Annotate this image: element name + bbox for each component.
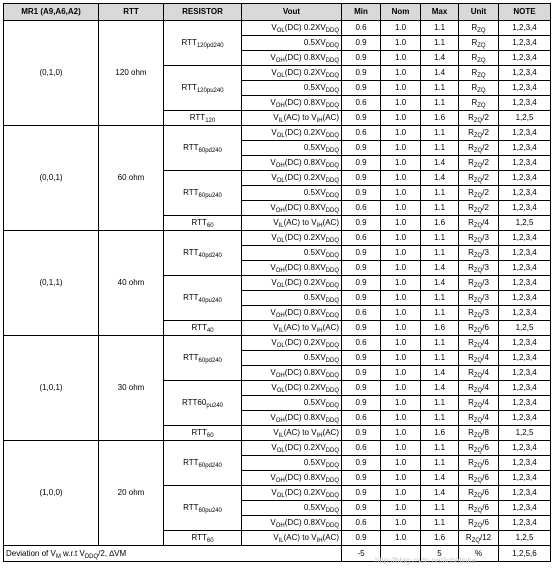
vout-cell: $0.5XV_{DDQ}$	[242, 456, 342, 471]
max-cell: 1.1	[421, 231, 459, 246]
nom-cell: 1.0	[381, 171, 421, 186]
max-cell: 1.1	[421, 516, 459, 531]
max-cell: 1.1	[421, 201, 459, 216]
vout-cell: $V_{IL}(AC)$ to $V_{IH}(AC)$	[242, 111, 342, 126]
min-cell: 0.9	[342, 171, 381, 186]
min-cell: 0.6	[342, 516, 381, 531]
unit-cell: $R_{ZQ}/4$	[459, 216, 499, 231]
max-cell: 1.4	[421, 381, 459, 396]
max-cell: 1.1	[421, 291, 459, 306]
min-cell: 0.9	[342, 456, 381, 471]
nom-cell: 1.0	[381, 381, 421, 396]
header-note: NOTE	[499, 4, 551, 21]
table-row	[4, 231, 551, 246]
nom-cell: 1.0	[381, 276, 421, 291]
min-cell: 0.9	[342, 486, 381, 501]
vout-cell: $0.5XV_{DDQ}$	[242, 291, 342, 306]
max-cell: 1.6	[421, 111, 459, 126]
max-cell: 1.1	[421, 21, 459, 36]
unit-cell: $R_{ZQ}/6$	[459, 321, 499, 336]
resistor-cell: $RTT_{60pd240}$	[164, 336, 242, 381]
watermark: http://blog.csdn.net/ichelinka	[375, 556, 476, 565]
note-cell: 1,2,3,4	[499, 411, 551, 426]
note-cell: 1,2,3,4	[499, 156, 551, 171]
mr1-cell: (0,1,0)	[4, 21, 99, 126]
resistor-cell: $RTT_{40}$	[164, 321, 242, 336]
note-cell: 1,2,3,4	[499, 81, 551, 96]
max-cell: 1.4	[421, 471, 459, 486]
unit-cell: $R_{ZQ}$	[459, 81, 499, 96]
note-cell: 1,2,3,4	[499, 96, 551, 111]
max-cell: 1.1	[421, 396, 459, 411]
unit-cell: $R_{ZQ}/4$	[459, 336, 499, 351]
note-cell: 1,2,3,4	[499, 456, 551, 471]
max-cell: 1.4	[421, 486, 459, 501]
vout-cell: $V_{OL}(DC)$ $0.2XV_{DDQ}$	[242, 441, 342, 456]
vout-cell: $V_{IL}(AC)$ to $V_{IH}(AC)$	[242, 216, 342, 231]
nom-cell: 1.0	[381, 411, 421, 426]
min-cell: 0.9	[342, 276, 381, 291]
max-cell: 1.1	[421, 306, 459, 321]
unit-cell: $R_{ZQ}/2$	[459, 186, 499, 201]
unit-cell: $R_{ZQ}/12$	[459, 531, 499, 546]
resistor-cell: $RTT_{60pd240}$	[164, 126, 242, 171]
unit-cell: $R_{ZQ}/3$	[459, 291, 499, 306]
vout-cell: $0.5XV_{DDQ}$	[242, 36, 342, 51]
rtt-cell: 20 ohm	[99, 441, 164, 546]
table-row	[4, 441, 551, 456]
note-cell: 1,2,3,4	[499, 396, 551, 411]
unit-cell: $R_{ZQ}/6$	[459, 501, 499, 516]
note-cell: 1,2,3,4	[499, 126, 551, 141]
unit-cell: $R_{ZQ}/6$	[459, 441, 499, 456]
nom-cell: 1.0	[381, 96, 421, 111]
mr1-cell: (1,0,0)	[4, 441, 99, 546]
note-cell: 1,2,3,4	[499, 261, 551, 276]
note-cell: 1,2,3,4	[499, 336, 551, 351]
header-nom: Nom	[381, 4, 421, 21]
min-cell: 0.9	[342, 471, 381, 486]
nom-cell: 1.0	[381, 486, 421, 501]
nom-cell: 1.0	[381, 231, 421, 246]
min-cell: 0.9	[342, 81, 381, 96]
unit-cell: $R_{ZQ}/4$	[459, 411, 499, 426]
vout-cell: $V_{OH}(DC)$ $0.8XV_{DDQ}$	[242, 411, 342, 426]
min-cell: 0.9	[342, 531, 381, 546]
nom-cell: 1.0	[381, 261, 421, 276]
nom-cell: 1.0	[381, 36, 421, 51]
vout-cell: $V_{OH}(DC)$ $0.8XV_{DDQ}$	[242, 201, 342, 216]
resistor-cell: $RTT_{60pd240}$	[164, 441, 242, 486]
nom-cell: 1.0	[381, 306, 421, 321]
unit-cell: $R_{ZQ}/3$	[459, 276, 499, 291]
table-row	[4, 126, 551, 141]
max-cell: 1.6	[421, 321, 459, 336]
note-cell: 1,2,3,4	[499, 231, 551, 246]
vout-cell: $V_{OH}(DC)$ $0.8XV_{DDQ}$	[242, 261, 342, 276]
vout-cell: $V_{OH}(DC)$ $0.8XV_{DDQ}$	[242, 471, 342, 486]
vout-cell: $V_{OL}(DC)$ $0.2XV_{DDQ}$	[242, 66, 342, 81]
note-cell: 1,2,5	[499, 426, 551, 441]
min-cell: 0.6	[342, 411, 381, 426]
min-cell: 0.9	[342, 501, 381, 516]
min-cell: 0.6	[342, 306, 381, 321]
mr1-cell: (0,1,1)	[4, 231, 99, 336]
resistor-cell: $RTT_{60}$	[164, 426, 242, 441]
rtt-spec-table	[3, 3, 551, 562]
note-cell: 1,2,3,4	[499, 141, 551, 156]
resistor-cell: $RTT_{120}$	[164, 111, 242, 126]
max-cell: 1.4	[421, 276, 459, 291]
min-cell: 0.9	[342, 396, 381, 411]
vout-cell: $0.5XV_{DDQ}$	[242, 141, 342, 156]
vout-cell: $V_{OH}(DC)$ $0.8XV_{DDQ}$	[242, 51, 342, 66]
max-cell: 1.4	[421, 171, 459, 186]
unit-cell: $R_{ZQ}$	[459, 66, 499, 81]
rtt-cell: 40 ohm	[99, 231, 164, 336]
resistor-cell: $RTT_{60}$	[164, 531, 242, 546]
vout-cell: $V_{OL}(DC)$ $0.2XV_{DDQ}$	[242, 276, 342, 291]
min-cell: 0.6	[342, 21, 381, 36]
unit-cell: $R_{ZQ}$	[459, 96, 499, 111]
note-cell: 1,2,3,4	[499, 486, 551, 501]
vout-cell: $V_{OH}(DC)$ $0.8XV_{DDQ}$	[242, 306, 342, 321]
mr1-cell: (1,0,1)	[4, 336, 99, 441]
nom-cell: 1.0	[381, 141, 421, 156]
rtt-cell: 120 ohm	[99, 21, 164, 126]
vout-cell: $V_{OL}(DC)$ $0.2XV_{DDQ}$	[242, 126, 342, 141]
vout-cell: $0.5XV_{DDQ}$	[242, 186, 342, 201]
nom-cell: 1.0	[381, 426, 421, 441]
header-row	[4, 4, 551, 21]
header-mr1: MR1 (A9,A6,A2)	[4, 4, 99, 21]
max-cell: 1.4	[421, 66, 459, 81]
unit-cell: $R_{ZQ}/2$	[459, 201, 499, 216]
max-cell: 1.1	[421, 351, 459, 366]
note-cell: 1,2,3,4	[499, 21, 551, 36]
vout-cell: $0.5XV_{DDQ}$	[242, 246, 342, 261]
unit-cell: $R_{ZQ}/4$	[459, 381, 499, 396]
table-body	[4, 21, 551, 546]
note-cell: 1,2,3,4	[499, 471, 551, 486]
nom-cell: 1.0	[381, 291, 421, 306]
table-row	[4, 336, 551, 351]
min-cell: 0.9	[342, 36, 381, 51]
note-cell: 1,2,3,4	[499, 501, 551, 516]
max-cell: 1.4	[421, 156, 459, 171]
note-cell: 1,2,3,4	[499, 66, 551, 81]
rtt-cell: 30 ohm	[99, 336, 164, 441]
unit-cell: $R_{ZQ}/2$	[459, 156, 499, 171]
min-cell: 0.6	[342, 441, 381, 456]
header-max: Max	[421, 4, 459, 21]
unit-cell: $R_{ZQ}/4$	[459, 351, 499, 366]
max-cell: 1.1	[421, 246, 459, 261]
nom-cell: 1.0	[381, 516, 421, 531]
min-cell: 0.9	[342, 246, 381, 261]
min-cell: 0.6	[342, 201, 381, 216]
min-cell: 0.9	[342, 381, 381, 396]
note-cell: 1,2,3,4	[499, 381, 551, 396]
table-row	[4, 21, 551, 36]
unit-cell: $R_{ZQ}/2$	[459, 126, 499, 141]
unit-cell: $R_{ZQ}/2$	[459, 141, 499, 156]
unit-cell: $R_{ZQ}$	[459, 51, 499, 66]
max-cell: 1.1	[421, 81, 459, 96]
note-cell: 1,2,3,4	[499, 246, 551, 261]
unit-cell: $R_{ZQ}/6$	[459, 516, 499, 531]
vout-cell: $V_{OL}(DC)$ $0.2XV_{DDQ}$	[242, 381, 342, 396]
note-cell: 1,2,3,4	[499, 51, 551, 66]
resistor-cell: $RTT_{120pu240}$	[164, 66, 242, 111]
note-cell: 1,2,5	[499, 111, 551, 126]
nom-cell: 1.0	[381, 126, 421, 141]
unit-cell: $R_{ZQ}/2$	[459, 111, 499, 126]
max-cell: 1.1	[421, 96, 459, 111]
nom-cell: 1.0	[381, 201, 421, 216]
min-cell: 0.6	[342, 126, 381, 141]
min-cell: 0.9	[342, 216, 381, 231]
note-cell: 1,2,5	[499, 216, 551, 231]
max-cell: 1.6	[421, 216, 459, 231]
max-cell: 1.1	[421, 186, 459, 201]
unit-cell: $R_{ZQ}/6$	[459, 456, 499, 471]
nom-cell: 1.0	[381, 351, 421, 366]
header-unit: Unit	[459, 4, 499, 21]
footer-max: 5	[421, 546, 459, 562]
min-cell: 0.9	[342, 141, 381, 156]
footer-min: -5	[342, 546, 381, 562]
nom-cell: 1.0	[381, 321, 421, 336]
note-cell: 1,2,3,4	[499, 291, 551, 306]
resistor-cell: $RTT_{40pd240}$	[164, 231, 242, 276]
min-cell: 0.6	[342, 336, 381, 351]
max-cell: 1.6	[421, 426, 459, 441]
vout-cell: $V_{IL}(AC)$ to $V_{IH}(AC)$	[242, 321, 342, 336]
vout-cell: $V_{OH}(DC)$ $0.8XV_{DDQ}$	[242, 366, 342, 381]
max-cell: 1.1	[421, 336, 459, 351]
unit-cell: $R_{ZQ}/3$	[459, 261, 499, 276]
unit-cell: $R_{ZQ}/4$	[459, 366, 499, 381]
min-cell: 0.9	[342, 366, 381, 381]
unit-cell: $R_{ZQ}/2$	[459, 171, 499, 186]
min-cell: 0.9	[342, 426, 381, 441]
max-cell: 1.1	[421, 141, 459, 156]
resistor-cell: $RTT_{40pu240}$	[164, 276, 242, 321]
note-cell: 1,2,3,4	[499, 186, 551, 201]
unit-cell: $R_{ZQ}/4$	[459, 396, 499, 411]
vout-cell: $V_{OL}(DC)$ $0.2XV_{DDQ}$	[242, 21, 342, 36]
nom-cell: 1.0	[381, 51, 421, 66]
max-cell: 1.1	[421, 441, 459, 456]
max-cell: 1.1	[421, 501, 459, 516]
header-vout: Vout	[242, 4, 342, 21]
note-cell: 1,2,3,4	[499, 306, 551, 321]
unit-cell: $R_{ZQ}/3$	[459, 246, 499, 261]
unit-cell: $R_{ZQ}$	[459, 36, 499, 51]
vout-cell: $0.5XV_{DDQ}$	[242, 501, 342, 516]
vout-cell: $V_{IL}(AC)$ to $V_{IH}(AC)$	[242, 531, 342, 546]
vout-cell: $V_{OL}(DC)$ $0.2XV_{DDQ}$	[242, 336, 342, 351]
header-rtt: RTT	[99, 4, 164, 21]
nom-cell: 1.0	[381, 216, 421, 231]
unit-cell: $R_{ZQ}/6$	[459, 471, 499, 486]
resistor-cell: $RTT_{60pu240}$	[164, 171, 242, 216]
unit-cell: $R_{ZQ}/3$	[459, 231, 499, 246]
nom-cell: 1.0	[381, 21, 421, 36]
min-cell: 0.9	[342, 351, 381, 366]
header-min: Min	[342, 4, 381, 21]
vout-cell: $0.5XV_{DDQ}$	[242, 351, 342, 366]
note-cell: 1,2,3,4	[499, 351, 551, 366]
vout-cell: $V_{IL}(AC)$ to $V_{IH}(AC)$	[242, 426, 342, 441]
note-cell: 1,2,3,4	[499, 201, 551, 216]
nom-cell: 1.0	[381, 81, 421, 96]
vout-cell: $V_{OH}(DC)$ $0.8XV_{DDQ}$	[242, 156, 342, 171]
nom-cell: 1.0	[381, 501, 421, 516]
vout-cell: $V_{OH}(DC)$ $0.8XV_{DDQ}$	[242, 516, 342, 531]
min-cell: 0.9	[342, 51, 381, 66]
resistor-cell: $RTT_{120pd240}$	[164, 21, 242, 66]
nom-cell: 1.0	[381, 246, 421, 261]
vout-cell: $V_{OL}(DC)$ $0.2XV_{DDQ}$	[242, 171, 342, 186]
min-cell: 0.6	[342, 96, 381, 111]
note-cell: 1,2,3,4	[499, 366, 551, 381]
unit-cell: $R_{ZQ}/8$	[459, 426, 499, 441]
unit-cell: $R_{ZQ}$	[459, 21, 499, 36]
note-cell: 1,2,3,4	[499, 516, 551, 531]
header-resistor: RESISTOR	[164, 4, 242, 21]
min-cell: 0.6	[342, 231, 381, 246]
min-cell: 0.9	[342, 321, 381, 336]
nom-cell: 1.0	[381, 456, 421, 471]
nom-cell: 1.0	[381, 111, 421, 126]
nom-cell: 1.0	[381, 396, 421, 411]
max-cell: 1.1	[421, 411, 459, 426]
vout-cell: $V_{OL}(DC)$ $0.2XV_{DDQ}$	[242, 486, 342, 501]
note-cell: 1,2,5	[499, 321, 551, 336]
note-cell: 1,2,3,4	[499, 441, 551, 456]
nom-cell: 1.0	[381, 186, 421, 201]
vout-cell: $0.5XV_{DDQ}$	[242, 396, 342, 411]
note-cell: 1,2,3,4	[499, 171, 551, 186]
min-cell: 0.9	[342, 186, 381, 201]
nom-cell: 1.0	[381, 531, 421, 546]
max-cell: 1.4	[421, 51, 459, 66]
rtt-cell: 60 ohm	[99, 126, 164, 231]
note-cell: 1,2,3,4	[499, 36, 551, 51]
footer-unit: %	[459, 546, 499, 562]
resistor-cell: $RTT60_{pu240}$	[164, 381, 242, 426]
min-cell: 0.9	[342, 291, 381, 306]
unit-cell: $R_{ZQ}/6$	[459, 486, 499, 501]
max-cell: 1.4	[421, 261, 459, 276]
max-cell: 1.1	[421, 456, 459, 471]
nom-cell: 1.0	[381, 156, 421, 171]
vout-cell: $0.5XV_{DDQ}$	[242, 81, 342, 96]
nom-cell: 1.0	[381, 366, 421, 381]
resistor-cell: $RTT_{60pu240}$	[164, 486, 242, 531]
unit-cell: $R_{ZQ}/3$	[459, 306, 499, 321]
resistor-cell: $RTT_{60}$	[164, 216, 242, 231]
nom-cell: 1.0	[381, 336, 421, 351]
max-cell: 1.4	[421, 366, 459, 381]
max-cell: 1.6	[421, 531, 459, 546]
min-cell: 0.9	[342, 261, 381, 276]
min-cell: 0.9	[342, 156, 381, 171]
max-cell: 1.1	[421, 36, 459, 51]
min-cell: 0.9	[342, 111, 381, 126]
footer-note: 1,2,5,6	[499, 546, 551, 562]
vout-cell: $V_{OH}(DC)$ $0.8XV_{DDQ}$	[242, 96, 342, 111]
vout-cell: $V_{OL}(DC)$ $0.2XV_{DDQ}$	[242, 231, 342, 246]
nom-cell: 1.0	[381, 441, 421, 456]
footer-label: Deviation of $V_M$ w.r.t $V_{DDQ}/2$, ∆VM	[4, 546, 342, 562]
mr1-cell: (0,0,1)	[4, 126, 99, 231]
note-cell: 1,2,3,4	[499, 276, 551, 291]
max-cell: 1.1	[421, 126, 459, 141]
note-cell: 1,2,5	[499, 531, 551, 546]
min-cell: 0.9	[342, 66, 381, 81]
nom-cell: 1.0	[381, 66, 421, 81]
nom-cell: 1.0	[381, 471, 421, 486]
